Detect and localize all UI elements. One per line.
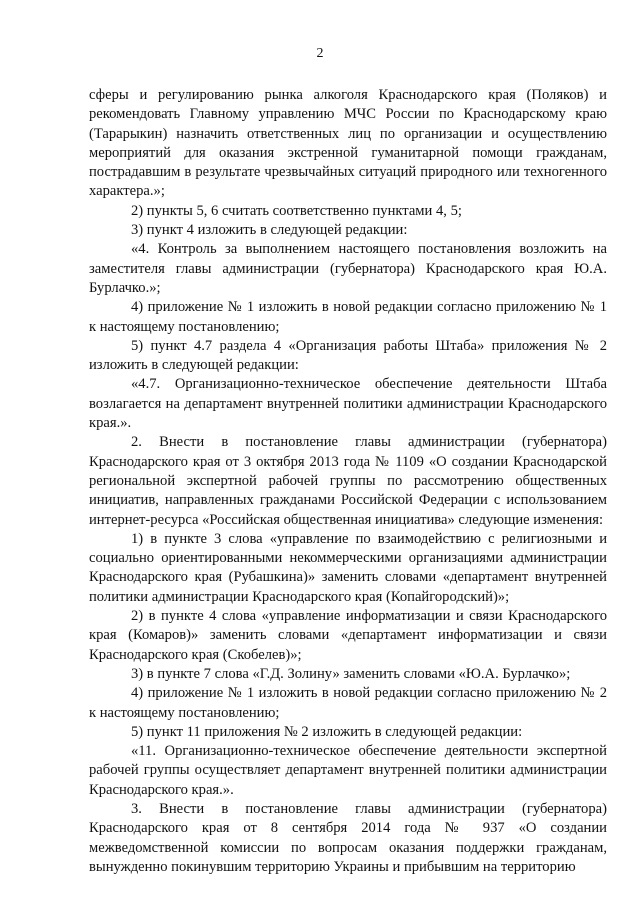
paragraph-11: 3) в пункте 7 слова «Г.Д. Золину» заменить словами «Ю.А. Бурлачко»; <box>131 665 571 682</box>
paragraph-7: «4.7. Организационно-техническое обеспечение деятельности Штаба возлагается на департамент внутренней политики администрации Краснодарского края.». <box>89 376 607 432</box>
paragraph-6: 5) пункт 4.7 раздела 4 «Организация работы Штаба» приложения № 2 изложить в следующей редакции: <box>89 337 607 374</box>
paragraph-15: 3. Внести в постановление главы администрации (губернатора) Краснодарского края от 8 сентября 2014 года № 937 «О создании межведомственной комиссии по вопросам оказания поддержки гражданам, вынужденно покинувшим территорию Украины и прибывшим на территорию <box>89 800 607 875</box>
page-number: 2 <box>316 46 324 61</box>
paragraph-5: 4) приложение № 1 изложить в новой редакции согласно приложению № 1 к настоящему постановлению; <box>89 299 607 335</box>
paragraph-2: 2) пункты 5, 6 считать соответственно пунктами 4, 5; <box>131 202 462 219</box>
paragraph-4: «4. Контроль за выполнением настоящего постановления возложить на заместителя главы администрации (губернатора) Краснодарского края Ю.А. Бурлачко.»; <box>89 241 607 296</box>
paragraph-13: 5) пункт 11 приложения № 2 изложить в следующей редакции: <box>131 723 523 740</box>
paragraph-9: 1) в пункте 3 слова «управление по взаимодействию с религиозными и социально ориентированными некоммерческими организациями администрации Краснодарского края (Рубашкина)» заменить словами «департамент внутренней политики администрации Краснодарского края (Копайгородский)»; <box>89 530 607 605</box>
paragraph-8: 2. Внести в постановление главы администрации (губернатора) Краснодарского края от 3 октября 2013 года № 1109 «О создании Краснодарской региональной экспертной рабочей группы по рассмотрению общественных инициатив, направленных гражданами Российской Федерации с использованием интернет-ресурса «Российская общественная инициатива» следующие изменения: <box>89 434 607 528</box>
paragraph-14: «11. Организационно-техническое обеспечение деятельности экспертной рабочей группы осуществляет департамент внутренней политики администрации Краснодарского края.». <box>89 743 607 798</box>
paragraph-1: сферы и регулированию рынка алкоголя Краснодарского края (Поляков) и рекомендовать Главному управлению МЧС России по Краснодарскому краю (Тарарыкин) назначить ответственных лиц по организации и осуществлению мероприятий для оказания экстренной гуманитарной помощи гражданам, пострадавшим в результате чрезвычайных ситуаций природного или техногенного характера.»; <box>89 87 607 200</box>
paragraph-3: 3) пункт 4 изложить в следующей редакции: <box>131 222 408 239</box>
document-body <box>89 86 607 877</box>
paragraph-10: 2) в пункте 4 слова «управление информатизации и связи Краснодарского края (Комаров)» заменить словами «департамент информатизации и связи Краснодарского края (Скобелев)»; <box>89 608 607 663</box>
paragraph-12: 4) приложение № 1 изложить в новой редакции согласно приложению № 2 к настоящему постановлению; <box>89 685 607 721</box>
